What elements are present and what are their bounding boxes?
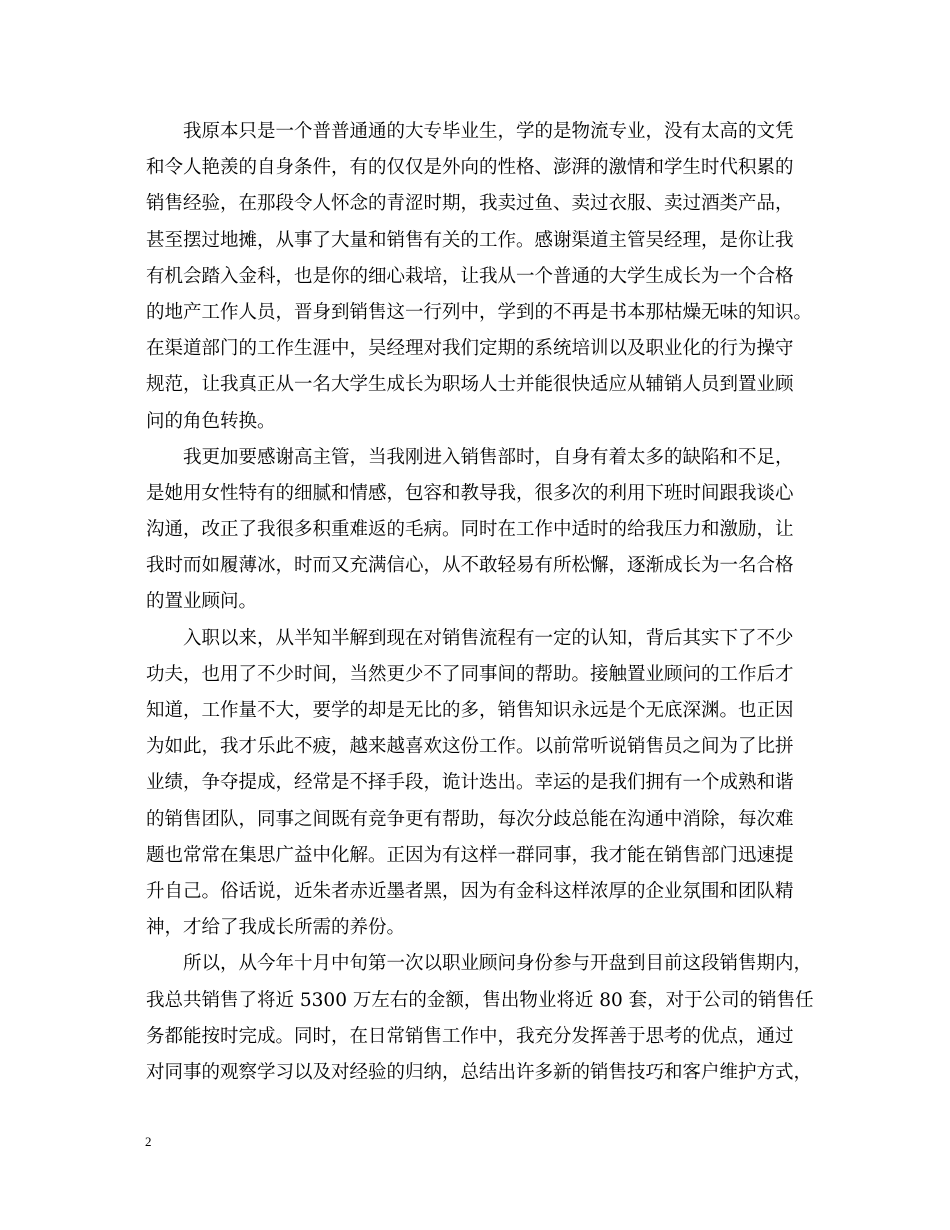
text-line: 在渠道部门的工作生涯中，吴经理对我们定期的系统培训以及职业化的行为操守 — [146, 338, 794, 360]
text-line: 规范，让我真正从一名大学生成长为职场人士并能很快适应从辅销人员到置业顾 — [146, 374, 794, 396]
page-number: 2 — [145, 1134, 152, 1149]
paragraph — [146, 114, 813, 440]
text-line: 知道，工作量不大，要学的却是无比的多，销售知识永远是个无底深渊。也正因 — [146, 700, 794, 721]
text-line: 为如此，我才乐此不疲，越来越喜欢这份工作。以前常听说销售员之间为了比拼 — [146, 736, 794, 758]
text-line: 升自己。俗话说，近朱者赤近墨者黑，因为有金科这样浓厚的企业氛围和团队精 — [146, 880, 794, 902]
text-line: 和令人艳羡的自身条件，有的仅仅是外向的性格、澎湃的激情和学生时代积累的 — [146, 157, 794, 179]
paragraph — [146, 946, 814, 1091]
paragraph — [146, 621, 806, 947]
text-line: 题也常常在集思广益中化解。正因为有这样一群同事，我才能在销售部门迅速提 — [146, 844, 794, 866]
text-line: 入职以来，从半知半解到现在对销售流程有一定的认知，背后其实下了不少 — [183, 627, 794, 649]
text-line: 有机会踏入金科，也是你的细心栽培，让我从一个普通的大学生成长为一个合格 — [146, 265, 794, 287]
text-line: 沟通，改正了我很多积重难返的毛病。同时在工作中适时的给我压力和激励，让 — [146, 519, 794, 541]
text-line: 功夫，也用了不少时间，当然更少不了同事间的帮助。接触置业顾问的工作后才 — [146, 663, 794, 685]
text-line: 我更加要感谢高主管，当我刚进入销售部时，自身有着太多的缺陷和不足， — [183, 446, 794, 468]
text-line: 神，才给了我成长所需的养份。 — [146, 917, 406, 939]
text-line: 问的角色转换。 — [146, 410, 276, 432]
text-line: 我原本只是一个普普通通的大专毕业生，学的是物流专业，没有太高的文凭 — [183, 121, 794, 142]
text-line: 我总共销售了将近 5300 万左右的金额，售出物业将近 80 套，对于公司的销售任 — [146, 989, 814, 1011]
paragraph — [146, 440, 806, 621]
text-line: 是她用女性特有的细腻和情感，包容和教导我，很多次的利用下班时间跟我谈心 — [146, 482, 794, 504]
text-line: 的置业顾问。 — [146, 591, 258, 613]
text-line: 我时而如履薄冰，时而又充满信心，从不敢轻易有所松懈，逐渐成长为一名合格 — [146, 555, 794, 577]
text-line: 的地产工作人员，晋身到销售这一行列中，学到的不再是书本那枯燥无味的知识。 — [146, 301, 813, 323]
text-line: 所以，从今年十月中旬第一次以职业顾问身份参与开盘到目前这段销售期内， — [183, 953, 813, 975]
text-line: 务都能按时完成。同时，在日常销售工作中，我充分发挥善于思考的优点，通过 — [146, 1025, 794, 1047]
text-line: 业绩，争夺提成，经常是不择手段，诡计迭出。幸运的是我们拥有一个成熟和谐 — [146, 772, 794, 794]
body-text — [146, 114, 814, 1091]
text-line: 甚至摆过地摊，从事了大量和销售有关的工作。感谢渠道主管吴经理，是你让我 — [146, 229, 794, 251]
text-line: 的销售团队，同事之间既有竞争更有帮助，每次分歧总能在沟通中消除，每次难 — [146, 808, 794, 830]
text-line: 销售经验，在那段令人怀念的青涩时期，我卖过鱼、卖过衣服、卖过酒类产品， — [146, 193, 794, 215]
text-line: 对同事的观察学习以及对经验的归纳，总结出许多新的销售技巧和客户维护方式， — [146, 1061, 813, 1083]
